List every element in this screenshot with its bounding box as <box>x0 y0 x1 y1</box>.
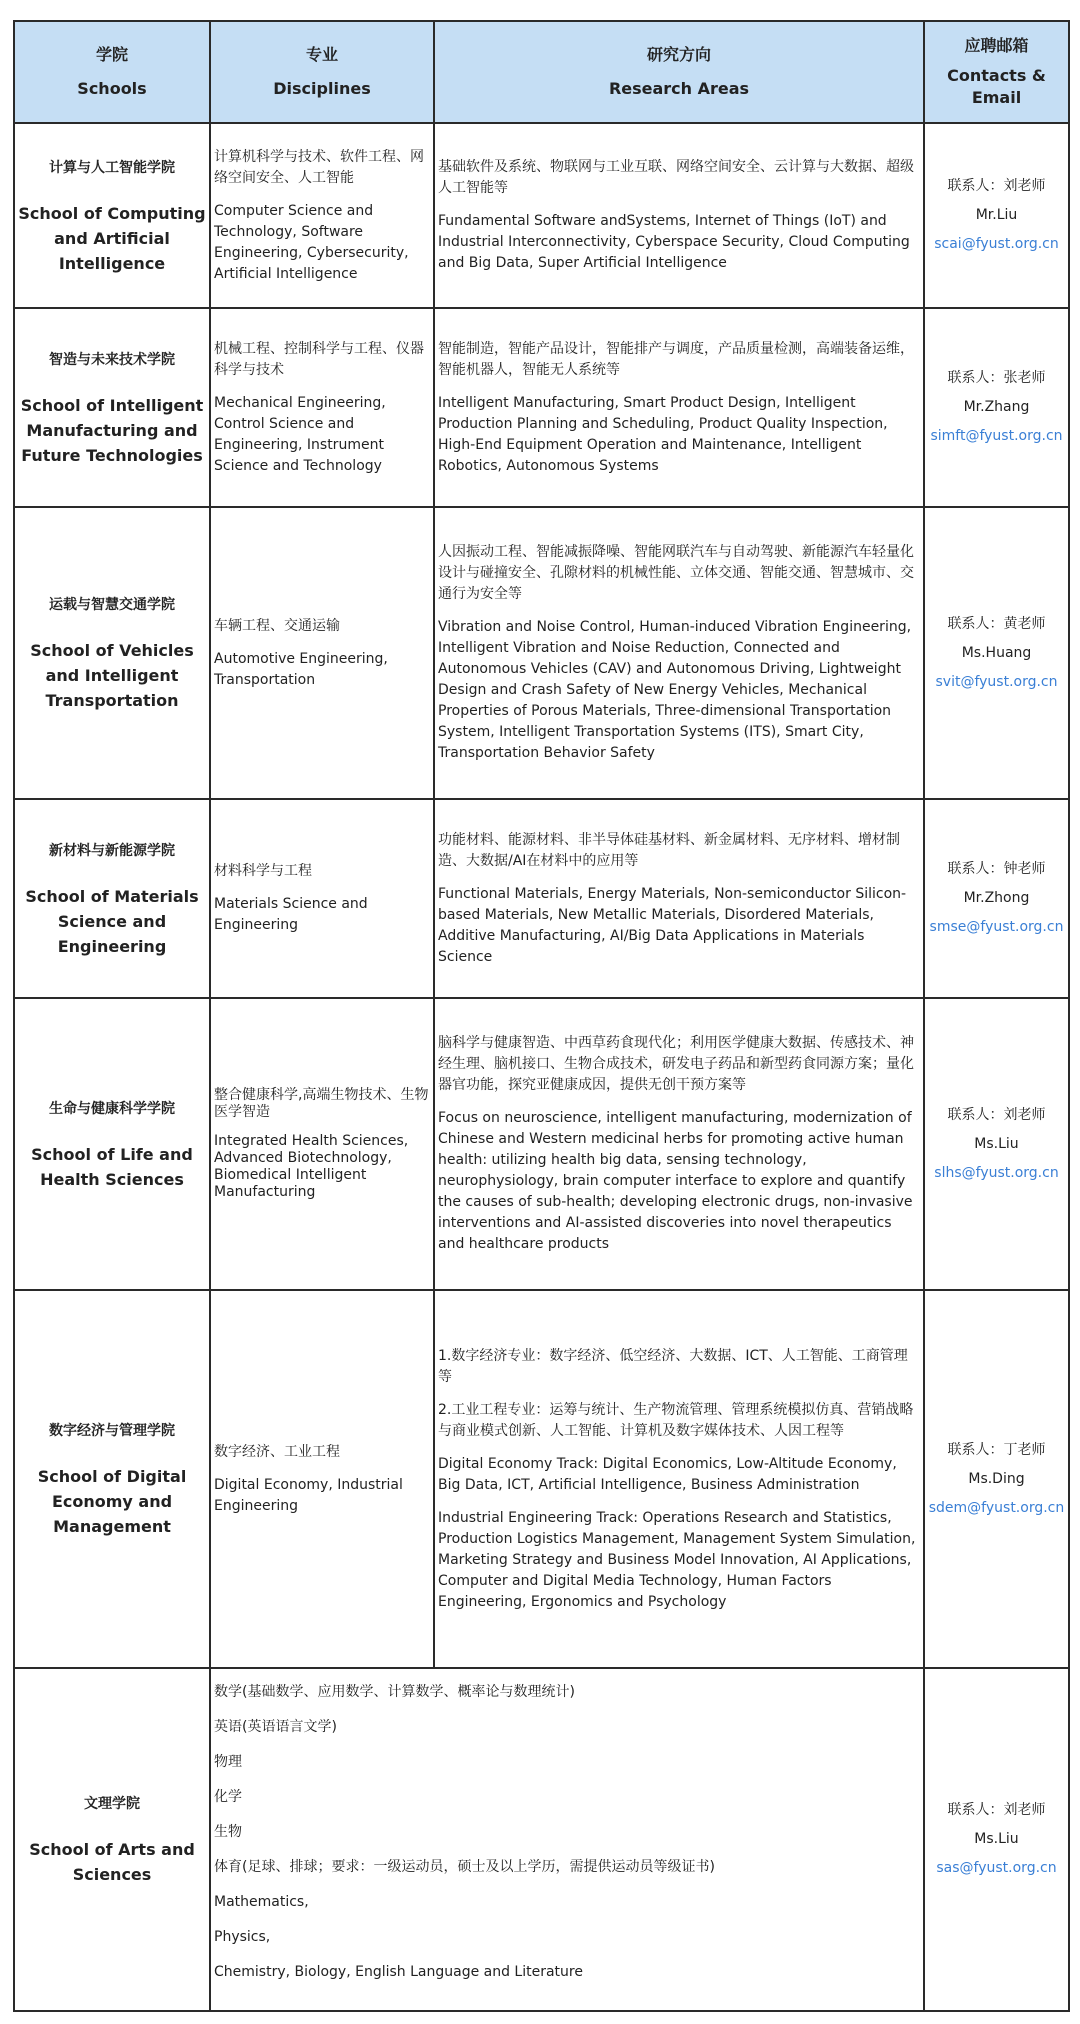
research-areas-cell <box>434 123 924 308</box>
school-name-en: School of Computing and Artificial Intelligence <box>18 203 206 273</box>
contact-name: Mr.Zhang <box>963 399 1030 415</box>
header-disciplines <box>210 21 434 123</box>
research-text: 1.数字经济专业：数字经济、低空经济、大数据、ICT、人工智能、工商管理等 <box>438 1347 908 1385</box>
research-areas-cell <box>434 308 924 507</box>
research-text: Functional Materials, Energy Materials, Non-semiconductor Silicon-based Materials, New Metallic Materials, Disordered Materials, Additive Manufacturing, AI/Big Data Applications in Materials Science <box>438 885 907 965</box>
table-row <box>14 507 1069 799</box>
discipline-text: 英语(英语语言文学) <box>214 1719 337 1735</box>
contact-cell <box>924 799 1069 998</box>
research-text: Fundamental Software andSystems, Internet of Things (IoT) and Industrial Interconnectivity, Cyberspace Security, Cloud Computing and Big Data, Super Artificial Intelligence <box>438 213 910 271</box>
research-text: 脑科学与健康智造、中西草药食现代化；利用医学健康大数据、传感技术、神经生理、脑机接口、生物合成技术，研发电子药品和新型药食同源方案；量化器官功能，探究亚健康成因，提供无创干预方案等 <box>438 1035 914 1093</box>
school-name-en: School of Materials Science and Engineering <box>25 886 199 956</box>
school-name-zh: 计算与人工智能学院 <box>49 159 175 176</box>
disciplines-cell <box>210 1668 924 2011</box>
recruitment-table <box>13 20 1070 2012</box>
disciplines-cell <box>210 799 434 998</box>
research-text: Intelligent Manufacturing, Smart Product Design, Intelligent Production Planning and Scheduling, Product Quality Inspection, High-End Equipment Operation and Maintenance, Intelligent Robotics, Autonomous Systems <box>438 394 888 474</box>
header-disc-en: Disciplines <box>273 79 371 98</box>
contact-person: 联系人：张老师 <box>947 370 1046 386</box>
discipline-text: Chemistry, Biology, English Language and Literature <box>214 1964 583 1980</box>
school-name-zh: 数字经济与管理学院 <box>49 1423 175 1439</box>
discipline-text: 车辆工程、交通运输 <box>214 617 340 634</box>
discipline-text: Computer Science and Technology, Software Engineering, Cybersecurity, Artificial Intelligence <box>214 202 409 282</box>
research-areas-cell <box>434 998 924 1290</box>
disciplines-cell <box>210 998 434 1290</box>
header-area-en: Research Areas <box>608 79 750 98</box>
school-cell <box>14 308 210 507</box>
contact-person: 联系人：刘老师 <box>947 1802 1046 1818</box>
discipline-text: Materials Science and Engineering <box>214 896 368 933</box>
discipline-text: 物理 <box>214 1754 242 1770</box>
school-name-en: School of Intelligent Manufacturing and Future Technologies <box>20 395 204 465</box>
school-name-zh: 新材料与新能源学院 <box>49 842 175 859</box>
research-text: 人因振动工程、智能减振降噪、智能网联汽车与自动驾驶、新能源汽车轻量化设计与碰撞安全、孔隙材料的机械性能、立体交通、智能交通、智慧城市、交通行为安全等 <box>438 544 914 602</box>
header-contact-en: Contacts & Email <box>947 66 1046 107</box>
discipline-text: 数学(基础数学、应用数学、计算数学、概率论与数理统计) <box>214 1684 575 1700</box>
table-row <box>14 123 1069 308</box>
contact-name: Ms.Huang <box>961 644 1032 661</box>
disciplines-cell <box>210 507 434 799</box>
contact-cell <box>924 1668 1069 2011</box>
contact-cell <box>924 308 1069 507</box>
school-name-en: School of Digital Economy and Management <box>37 1467 187 1536</box>
email-link[interactable]: slhs@fyust.org.cn <box>934 1164 1059 1181</box>
discipline-text: Automotive Engineering, Transportation <box>214 650 388 688</box>
research-text: 智能制造，智能产品设计，智能排产与调度，产品质量检测，高端装备运维，智能机器人，智能无人系统等 <box>438 340 914 378</box>
contact-person: 联系人：刘老师 <box>947 1106 1046 1123</box>
contact-name: Ms.Liu <box>974 1831 1019 1847</box>
email-link[interactable]: sas@fyust.org.cn <box>936 1860 1057 1876</box>
discipline-text: Integrated Health Sciences, Advanced Biotechnology, Biomedical Intelligent Manufacturing <box>214 1133 409 1200</box>
email-link[interactable]: scai@fyust.org.cn <box>934 236 1059 252</box>
school-name-en: School of Vehicles and Intelligent Transportation <box>30 641 194 710</box>
header-area-zh: 研究方向 <box>646 45 711 64</box>
header-school-en: Schools <box>77 79 147 98</box>
discipline-text: Physics, <box>214 1929 271 1945</box>
research-text: 2.工业工程专业：运筹与统计、生产物流管理、管理系统模拟仿真、营销战略与商业模式创新、人工智能、计算机及数字媒体技术、人因工程等 <box>438 1401 914 1439</box>
disciplines-cell <box>210 308 434 507</box>
research-text: 基础软件及系统、物联网与工业互联、网络空间安全、云计算与大数据、超级人工智能等 <box>438 159 914 196</box>
school-name-zh: 运载与智慧交通学院 <box>49 597 175 613</box>
contact-name: Mr.Liu <box>975 207 1018 223</box>
header-contacts <box>924 21 1069 123</box>
discipline-text: 机械工程、控制科学与工程、仪器科学与技术 <box>214 340 424 378</box>
discipline-text: Mathematics, <box>214 1894 309 1910</box>
discipline-text: 体育(足球、排球；要求：一级运动员，硕士及以上学历，需提供运动员等级证书) <box>214 1859 715 1875</box>
contact-cell <box>924 1290 1069 1668</box>
contact-cell <box>924 123 1069 308</box>
contact-name: Ms.Liu <box>974 1135 1019 1152</box>
email-link[interactable]: smse@fyust.org.cn <box>929 919 1064 935</box>
discipline-text: Mechanical Engineering, Control Science and Engineering, Instrument Science and Technology <box>214 394 386 474</box>
contact-person: 联系人：刘老师 <box>947 178 1046 194</box>
school-name-zh: 智造与未来技术学院 <box>49 351 175 368</box>
email-link[interactable]: svit@fyust.org.cn <box>935 673 1058 690</box>
header-schools <box>14 21 210 123</box>
header-row <box>14 21 1069 123</box>
school-cell <box>14 998 210 1290</box>
discipline-text: 化学 <box>214 1789 242 1805</box>
table-row <box>14 308 1069 507</box>
header-contact-zh: 应聘邮箱 <box>964 36 1029 55</box>
research-text: Vibration and Noise Control, Human-induced Vibration Engineering, Intelligent Vibration and Noise Reduction, Connected and Autonomous Vehicles (CAV) and Autonomous Driving, Lightweight Design and Crash Safety of New Energy Vehicles, Mechanical Properties of Porous Materials, Three-dimensional Transportation System, Intelligent Transportation Systems (ITS), Smart City, Transportation Behavior Safety <box>438 619 912 761</box>
school-cell <box>14 507 210 799</box>
school-cell <box>14 1290 210 1668</box>
header-research-areas <box>434 21 924 123</box>
school-cell <box>14 123 210 308</box>
research-text: Industrial Engineering Track: Operations Research and Statistics, Production Logistics Management, Management System Simulation, Marketing Strategy and Business Model Innovation, AI Applications, Computer and Digital Media Technology, Human Factors Engineering, Ergonomics and Psychology <box>438 1509 916 1610</box>
header-disc-zh: 专业 <box>305 45 338 64</box>
discipline-text: 生物 <box>214 1824 242 1840</box>
research-text: Digital Economy Track: Digital Economics, Low-Altitude Economy, Big Data, ICT, Artificial Intelligence, Business Administration <box>438 1455 897 1493</box>
table-row <box>14 1668 1069 2011</box>
contact-person: 联系人：丁老师 <box>947 1441 1046 1458</box>
research-text: Focus on neuroscience, intelligent manufacturing, modernization of Chinese and Western medicinal herbs for promoting active human health: utilizing health big data, sensing technology, neurophysiology, brain computer interface to explore and quantify the causes of sub-health; developing electronic drugs, non-invasive interventions and AI-assisted discoveries into novel therapeutics and healthcare products <box>438 1110 913 1252</box>
discipline-text: 整合健康科学,高端生物技术、生物医学智造 <box>214 1087 429 1120</box>
table-row <box>14 998 1069 1290</box>
discipline-text: 数字经济、工业工程 <box>214 1443 340 1460</box>
school-name-zh: 生命与健康科学学院 <box>49 1100 175 1117</box>
discipline-text: 材料科学与工程 <box>214 863 312 879</box>
school-cell <box>14 799 210 998</box>
research-text: 功能材料、能源材料、非半导体硅基材料、新金属材料、无序材料、增材制造、大数据/AI在材料中的应用等 <box>438 831 900 869</box>
research-areas-cell <box>434 1290 924 1668</box>
discipline-text: Digital Economy, Industrial Engineering <box>214 1476 403 1514</box>
contact-person: 联系人：黄老师 <box>947 615 1046 632</box>
school-cell <box>14 1668 210 2011</box>
research-areas-cell <box>434 507 924 799</box>
school-name-en: School of Arts and Sciences <box>29 1840 195 1884</box>
email-link[interactable]: sdem@fyust.org.cn <box>928 1499 1065 1516</box>
contact-cell <box>924 998 1069 1290</box>
header-school-zh: 学院 <box>95 45 128 64</box>
contact-person: 联系人：钟老师 <box>947 861 1046 877</box>
table-row <box>14 799 1069 998</box>
school-name-zh: 文理学院 <box>84 1796 140 1812</box>
contact-name: Ms.Ding <box>968 1470 1025 1487</box>
disciplines-cell <box>210 123 434 308</box>
discipline-text: 计算机科学与技术、软件工程、网络空间安全、人工智能 <box>214 148 424 186</box>
table-row <box>14 1290 1069 1668</box>
research-areas-cell <box>434 799 924 998</box>
email-link[interactable]: simft@fyust.org.cn <box>930 428 1063 444</box>
disciplines-cell <box>210 1290 434 1668</box>
contact-cell <box>924 507 1069 799</box>
contact-name: Mr.Zhong <box>963 890 1030 906</box>
school-name-en: School of Life and Health Sciences <box>31 1144 193 1189</box>
